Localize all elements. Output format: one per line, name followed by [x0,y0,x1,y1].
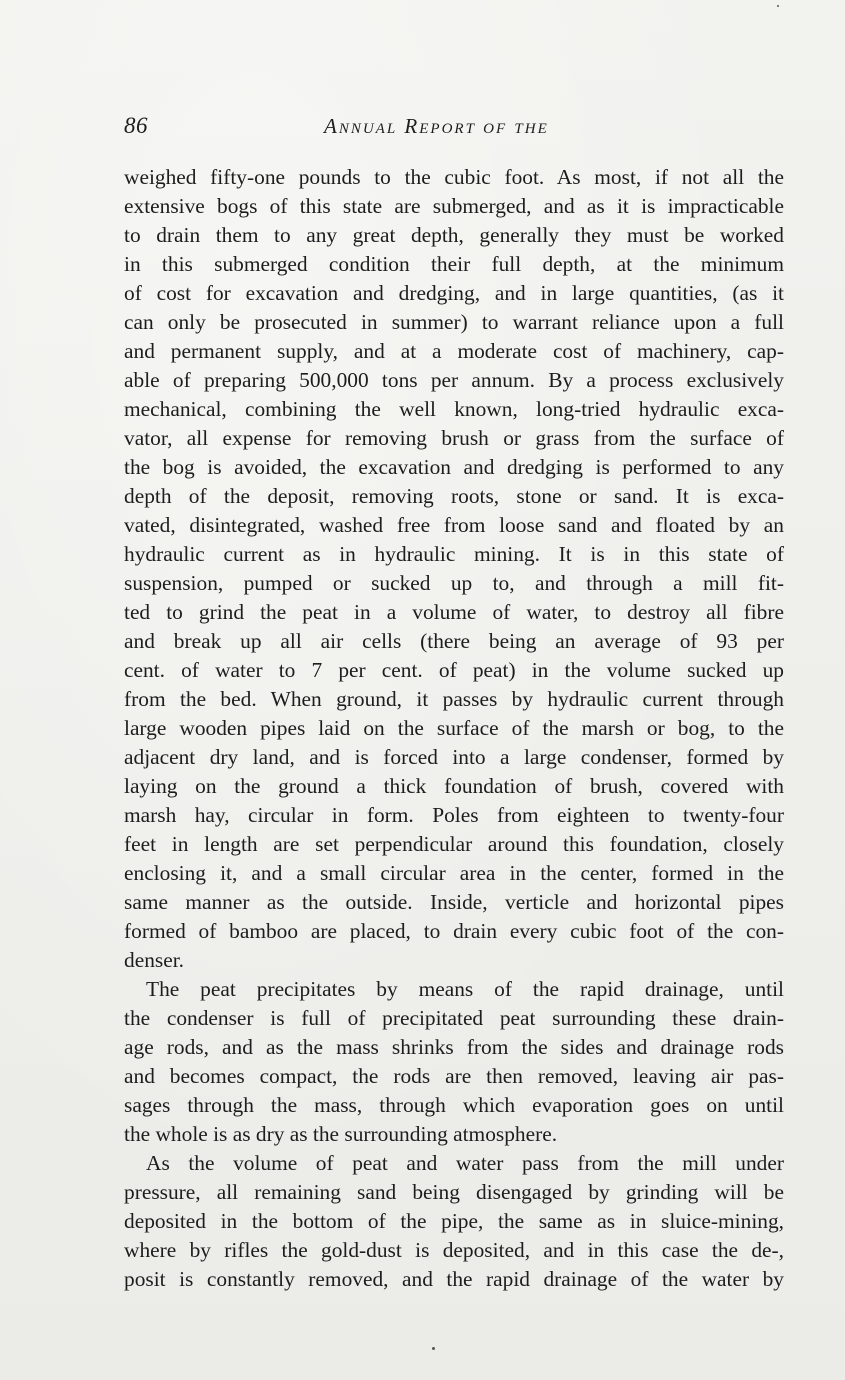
body-text [124,163,784,1294]
text-line: sages through the mass, through which evaporation goes on until [124,1093,784,1117]
text-line: cent. of water to 7 per cent. of peat) in the volume sucked up [124,658,784,682]
text-line: large wooden pipes laid on the surface of the marsh or bog, to the [124,716,784,740]
text-line: depth of the deposit, removing roots, stone or sand. It is exca- [124,484,784,508]
text-line: denser. [124,948,184,972]
text-line: same manner as the outside. Inside, verticle and horizontal pipes [124,890,784,914]
text-line: can only be prosecuted in summer) to warrant reliance upon a full [124,310,784,334]
text-line: adjacent dry land, and is forced into a large condenser, formed by [124,745,784,769]
text-line: feet in length are set perpendicular around this foundation, closely [124,832,784,856]
page-header [124,113,784,143]
text-line: formed of bamboo are placed, to drain every cubic foot of the con- [124,919,784,943]
text-line: marsh hay, circular in form. Poles from eighteen to twenty-four [124,803,784,827]
text-line: to drain them to any great depth, generally they must be worked [124,223,784,247]
text-line: suspension, pumped or sucked up to, and through a mill fit- [124,571,784,595]
text-line: laying on the ground a thick foundation of brush, covered with [124,774,784,798]
text-line: the bog is avoided, the excavation and dredging is performed to any [124,455,784,479]
text-line: hydraulic current as in hydraulic mining. It is in this state of [124,542,784,566]
text-line: in this submerged condition their full depth, at the minimum [124,252,784,276]
running-head: Annual Report of the [324,114,549,138]
print-speck [777,5,779,7]
text-line: and becomes compact, the rods are then removed, leaving air pas- [124,1064,784,1088]
text-line: ted to grind the peat in a volume of water, to destroy all fibre [124,600,784,624]
text-line: the condenser is full of precipitated peat surrounding these drain- [124,1006,784,1030]
text-line: and break up all air cells (there being an average of 93 per [124,629,784,653]
text-line: vated, disintegrated, washed free from loose sand and floated by an [124,513,784,537]
text-line: age rods, and as the mass shrinks from the sides and drainage rods [124,1035,784,1059]
text-line: able of preparing 500,000 tons per annum. By a process exclusively [124,368,784,392]
text-line: deposited in the bottom of the pipe, the same as in sluice-mining, [124,1209,784,1233]
text-line: weighed fifty-one pounds to the cubic foot. As most, if not all the [124,165,784,189]
text-line: The peat precipitates by means of the rapid drainage, until [146,977,784,1001]
text-line: and permanent supply, and at a moderate cost of machinery, cap- [124,339,784,363]
text-line: posit is constantly removed, and the rapid drainage of the water by [124,1267,784,1291]
text-line: vator, all expense for removing brush or grass from the surface of [124,426,784,450]
page-number: 86 [124,113,148,138]
print-speck [432,1347,435,1350]
text-line: As the volume of peat and water pass from the mill under [146,1151,784,1175]
text-line: of cost for excavation and dredging, and in large quantities, (as it [124,281,784,305]
text-line: mechanical, combining the well known, long-tried hydraulic exca- [124,397,784,421]
text-line: where by rifles the gold-dust is deposited, and in this case the de-, [124,1238,784,1262]
text-line: from the bed. When ground, it passes by hydraulic current through [124,687,784,711]
text-line: pressure, all remaining sand being disengaged by grinding will be [124,1180,784,1204]
text-line: enclosing it, and a small circular area in the center, formed in the [124,861,784,885]
text-line: extensive bogs of this state are submerged, and as it is impracticable [124,194,784,218]
text-line: the whole is as dry as the surrounding atmosphere. [124,1122,558,1146]
